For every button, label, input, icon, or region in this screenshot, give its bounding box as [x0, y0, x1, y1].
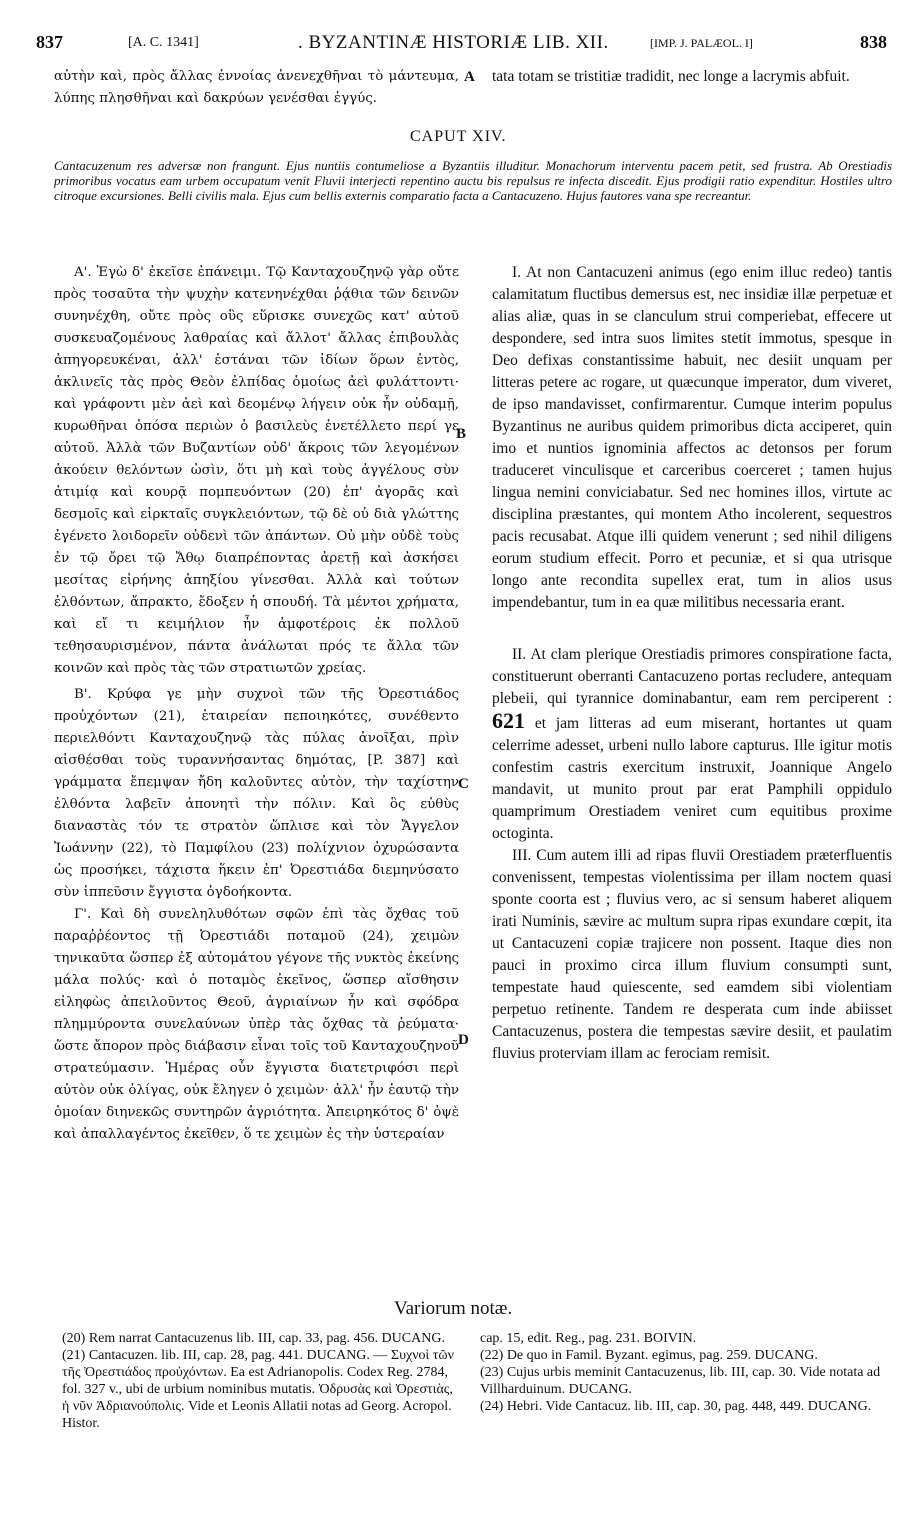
notes-left-column: [62, 1330, 460, 1432]
note-23: (23) Cujus urbis meminit Cantacuzenus, lib. III, cap. 30. Vide notata ad Villharduinum. DUCANG.: [480, 1365, 881, 1397]
emperor-label: [IMP. J. PALÆOL. I]: [650, 36, 753, 50]
year-label: [A. C. 1341]: [128, 35, 199, 50]
running-header: [36, 32, 887, 56]
latin-paragraph-3: III. Cum autem illi ad ripas fluvii Orestiadem præterfluentis convenissent, tempestas violentissima per illam noctem quasi sponte coorta est ; fluvius vero, ac si sensum haberet aliquem irati Numinis, sævire ac multum supra ripas exundare cœpit, ita ut Cantacuzeni copiæ trajicere non possent. Itaque dies non pauci in proximo circa illum fluvium consumpti sunt, tempestate haud quiescente, sed eamdem sibi violentiam perpetuo retinente. Tandem re desperata cum inde abiisset Cantacuzenus, postera die tempestas sævire desiit, et paulatim fluvius proterviam illam ac ferociam remisit.: [492, 847, 892, 1062]
margin-marker-c: C: [458, 776, 469, 792]
greek-column: [54, 262, 459, 1146]
latin-paragraph-2: II. At clam plerique Orestiadis primores conspiratione facta, constituerunt oberranti Cantacuzeno portas recludere, antequam plebeii, qui tyrannice dominabantur, eam rem perciperent : 621 et jam litteras ad eum miserant, hortantes ut quam celerrime adesset, urbeni nullo labore capturus. Ille igitur motis confestim castris exercitum instruxit, Joannique Angelo mandavit, ut munito prout par erat Pamphili oppidulo quamprimum Orestiadem veniret cum equitibus proxime octoginta.: [492, 646, 893, 842]
greek-paragraph-2: Β'. Κρύφα γε μὴν συχνοὶ τῶν τῆς Ὀρεστιάδος προὐχόντων (21), ἑταιρείαν πεποιηκότες, συνέθεντο περιελθόντι Κανταχουζηνῷ τὰς πύλας ἀνοῖξαι, πρὶν αἰσθέσθαι τοὺς τυραννήσαντας δημότας, [P. 387] καὶ γράμματα ἔπεμψαν ἤδη καλοῦντες αὐτὸν, τὴν ταχίστην ἐλθόντα λαβεῖν ἀπονητὶ τὴν πόλιν. Καὶ ὃς εὐθὺς διαναστὰς τόν τε στρατὸν ὥπλισε καὶ τὸν Ἄγγελον Ἰωάννην (22), τὸ Παμφίλου (23) πολίχνιον ὀχυρώσαντα ὡς προσήκει, τάχιστα ἥκειν ἐπ' Ὀρεστιάδα διεμηνύσατο σὺν ἱππεῦσιν ἔγγιστα ὀγδοήκοντα.: [54, 687, 459, 900]
note-22: (22) De quo in Famil. Byzant. egimus, pag. 259. DUCANG.: [480, 1348, 818, 1363]
notes-title: Variorum notæ.: [394, 1298, 513, 1319]
note-21-continued: cap. 15, edit. Reg., pag. 231. BOIVIN.: [480, 1331, 697, 1346]
top-greek-text: αὐτὴν καὶ, πρὸς ἄλλας ἐννοίας ἀνενεχθῆναι τὸ μάντευμα, λύπης πλησθῆναι καὶ δακρύων γενέσθαι ἐγγύς.: [54, 69, 459, 106]
greek-paragraph-1: Α'. Ἐγὼ δ' ἐκεῖσε ἐπάνειμι. Τῷ Κανταχουζηνῷ γὰρ οὔτε πρὸς τοσαῦτα τὴν ψυχὴν κατενηνέχθαι ῥᾴθια τῶν δεινῶν συνηνέχθη, οὔτε πρὸς οὓς εὕρισκε συνεχῶς κατ' αὐτοῦ συσκευαζομένους λαθραίας καὶ ἄλλοτ' ἄλλας ἐπιβουλὰς ἀπηγορευκέναι, ἀλλ' ἑστάναι τῶν ἰδίων ὅρων ἐντὸς, ἀκλινεῖς τὰς πρὸς Θεὸν ἐλπίδας ὁμοίως ἀεὶ φυλάττοντι· καὶ γράφοντι μὲν ἀεὶ καὶ δεομένῳ λήγειν οὐκ ἦν οὐδαμῇ, κυρωθῆναι ὁπόσα περιὼν ὁ βασιλεὺς ἐνετέλλετο περί γε αὐτοῦ. Ἀλλὰ τῶν Βυζαντίων οὐδ' ἄκροις τῶν λεγομένων ἀκούειν θελόντων ὠσὶν, ὅτι μὴ καὶ τοὺς ἀγγέλους σὺν ἀτιμίᾳ καὶ κουρᾷ πομπευόντων (20) ἐπ' ἀγορᾶς καὶ δεσμοῖς καὶ εἱρκταῖς συγκλειόντων, τῷ δὲ οὐ διὰ γλώττης ἐγένετο λοιδορεῖν οὐδενὶ τῶν ἁπάντων. Οὐ μὴν οὐδὲ τοὺς ἐν τῷ ὄρει τῷ Ἄθῳ διαπρέποντας ἀρετῇ καὶ ἀσκήσει μεσίτας εἰρήνης ἀπηξίου γίνεσθαι. Ἀλλὰ καὶ τούτων ἐλθόντων, ἄπρακτο, ἔδοξεν ἡ σπουδή. Τὰ μέντοι χρήματα, καὶ εἴ τι κειμήλιον ἦν ἀμφοτέροις ἐκ πολλοῦ τεθησαυρισμένον, πάντα ἀνάλωται πρός τε ἄλλα τῶν κοινῶν καὶ πρὸς τὰς τῶν στρατιωτῶν χρείας.: [54, 265, 459, 676]
chapter-summary: Cantacuzenum res adversæ non frangunt. Ejus nuntiis contumeliose a Byzantiis illuditur. Monachorum interventu pacem petit, sed frustra. Ab Orestiadis primoribus vocatus eam urbem occupatum venit Fluvii interjecti repentino auctu bis repulsus re infecta discedit. Ejus prodigii ratio expenditur. Hostiles ultro citroque excursiones. Belli civilis mala. Ejus cum bellis externis comparatio facta a Cantacuzeno. Hujus fautores vana spe recreantur.: [54, 158, 892, 203]
margin-marker-a: A: [464, 69, 475, 85]
note-20: (20) Rem narrat Cantacuzenus lib. III, cap. 33, pag. 456. DUCANG.: [62, 1331, 445, 1346]
margin-marker-b: B: [456, 426, 467, 442]
notes-right-column: [480, 1330, 890, 1415]
page-number-left: 837: [36, 32, 63, 52]
greek-paragraph-3: Γ'. Καὶ δὴ συνεληλυθότων σφῶν ἐπὶ τὰς ὄχθας τοῦ παραῤῥέοντος τῇ Ὀρεστιάδι ποταμοῦ (24), χειμὼν τηνικαῦτα ὥσπερ ἐξ αὐτομάτου γέγονε τῆς νυκτὸς ἐκείνης μάλα πολύς· καὶ ὁ ποταμὸς ἐκεῖνος, ὥσπερ αἴσθησιν εἰληφὼς ἀπειλοῦντος Θεοῦ, ἀγριαίνων ἦν καὶ σφόδρα πλημμύροντα συνελαύνων ὑπὲρ τὰς ὄχθας τὰ ῥεύματα· ὥστε ἄπορον πρὸς διάβασιν εἶναι τοῖς τοῦ Κανταχουζηνοῦ στρατεύμασιν. Ἡμέρας οὖν ἔγγιστα διατετριφόσι περὶ αὐτὸν οὐκ ὀλίγας, οὐκ ἔληγεν ὁ χειμὼν· ἀλλ' ἦν ἑαυτῷ τὴν ὁμοίαν διηνεκῶς συντηρῶν ἀγριότητα. Ἀπειρηκότος δ' ὀψὲ καὶ ἀπαλλαγέντος ἐκεῖθεν, ὅ τε χειμὼν ἐς τὴν ὑστεραίαν: [54, 907, 459, 1142]
chapter-heading: CAPUT XIV.: [410, 128, 507, 145]
top-latin-text: tata totam se tristitiæ tradidit, nec longe a lacrymis abfuit.: [492, 68, 850, 85]
margin-marker-d: D: [458, 1032, 469, 1048]
latin-paragraph-1: I. At non Cantacuzeni animus (ego enim illuc redeo) tantis calamitatum fluctibus demersus est, nec insidiæ illæ perpetuæ et alias aliæ, quas in se clanculum strui comperiebat, effecere ut despondere, sed intra suos limites stetit immotus, spesque in Deo defixas constantissime habuit, nec desiit unquam per litteras petere ac rogare, ut quæcunque imperator, dum viveret, de ipso mandavisset, confirmarentur. Cumque interim populus Byzantinus ne auribus quidem primoribus dicta acciperet, quin imo et nuntios ignominia affectos ac detonsos per forum traduceret vinculisque et carceribus coerceret ; tamen hujus lingua nemini conviciabatur. Sed nec homines illos, virtute ac disciplina præstantes, qui montem Atho incolerent, sequestros pacis recusabat. Atque illi quidem venerunt ; sed nihil diligens eorum studium effecit. Porro et pecuniæ, et si qua utrisque longo ante recondita supellex erat, tum in alios usus impendebantur, tum in ea quæ militibus necessaria erant.: [492, 264, 892, 611]
note-21: (21) Cantacuzen. lib. III, cap. 28, pag. 441. DUCANG. — Συχνοὶ τῶν τῆς Ὀρεστιάδος προὐχόντων. Ea est Adrianopolis. Codex Reg. 2784, fol. 327 v., ubi de urbium nominibus mutatis. Ὀδρυσὰς καὶ Ὀρεστιὰς, ἡ νῦν Ἀδριανούπολις. Vide et Leonis Allatii notas ad Georg. Acropol. Histor.: [62, 1348, 454, 1431]
page-number-right: 838: [860, 32, 887, 52]
page-number-marker: 621: [492, 708, 525, 733]
running-title: . BYZANTINÆ HISTORIÆ LIB. XII.: [298, 32, 609, 53]
note-24: (24) Hebri. Vide Cantacuz. lib. III, cap. 30, pag. 448, 449. DUCANG.: [480, 1399, 872, 1414]
latin-column: [492, 262, 892, 1065]
